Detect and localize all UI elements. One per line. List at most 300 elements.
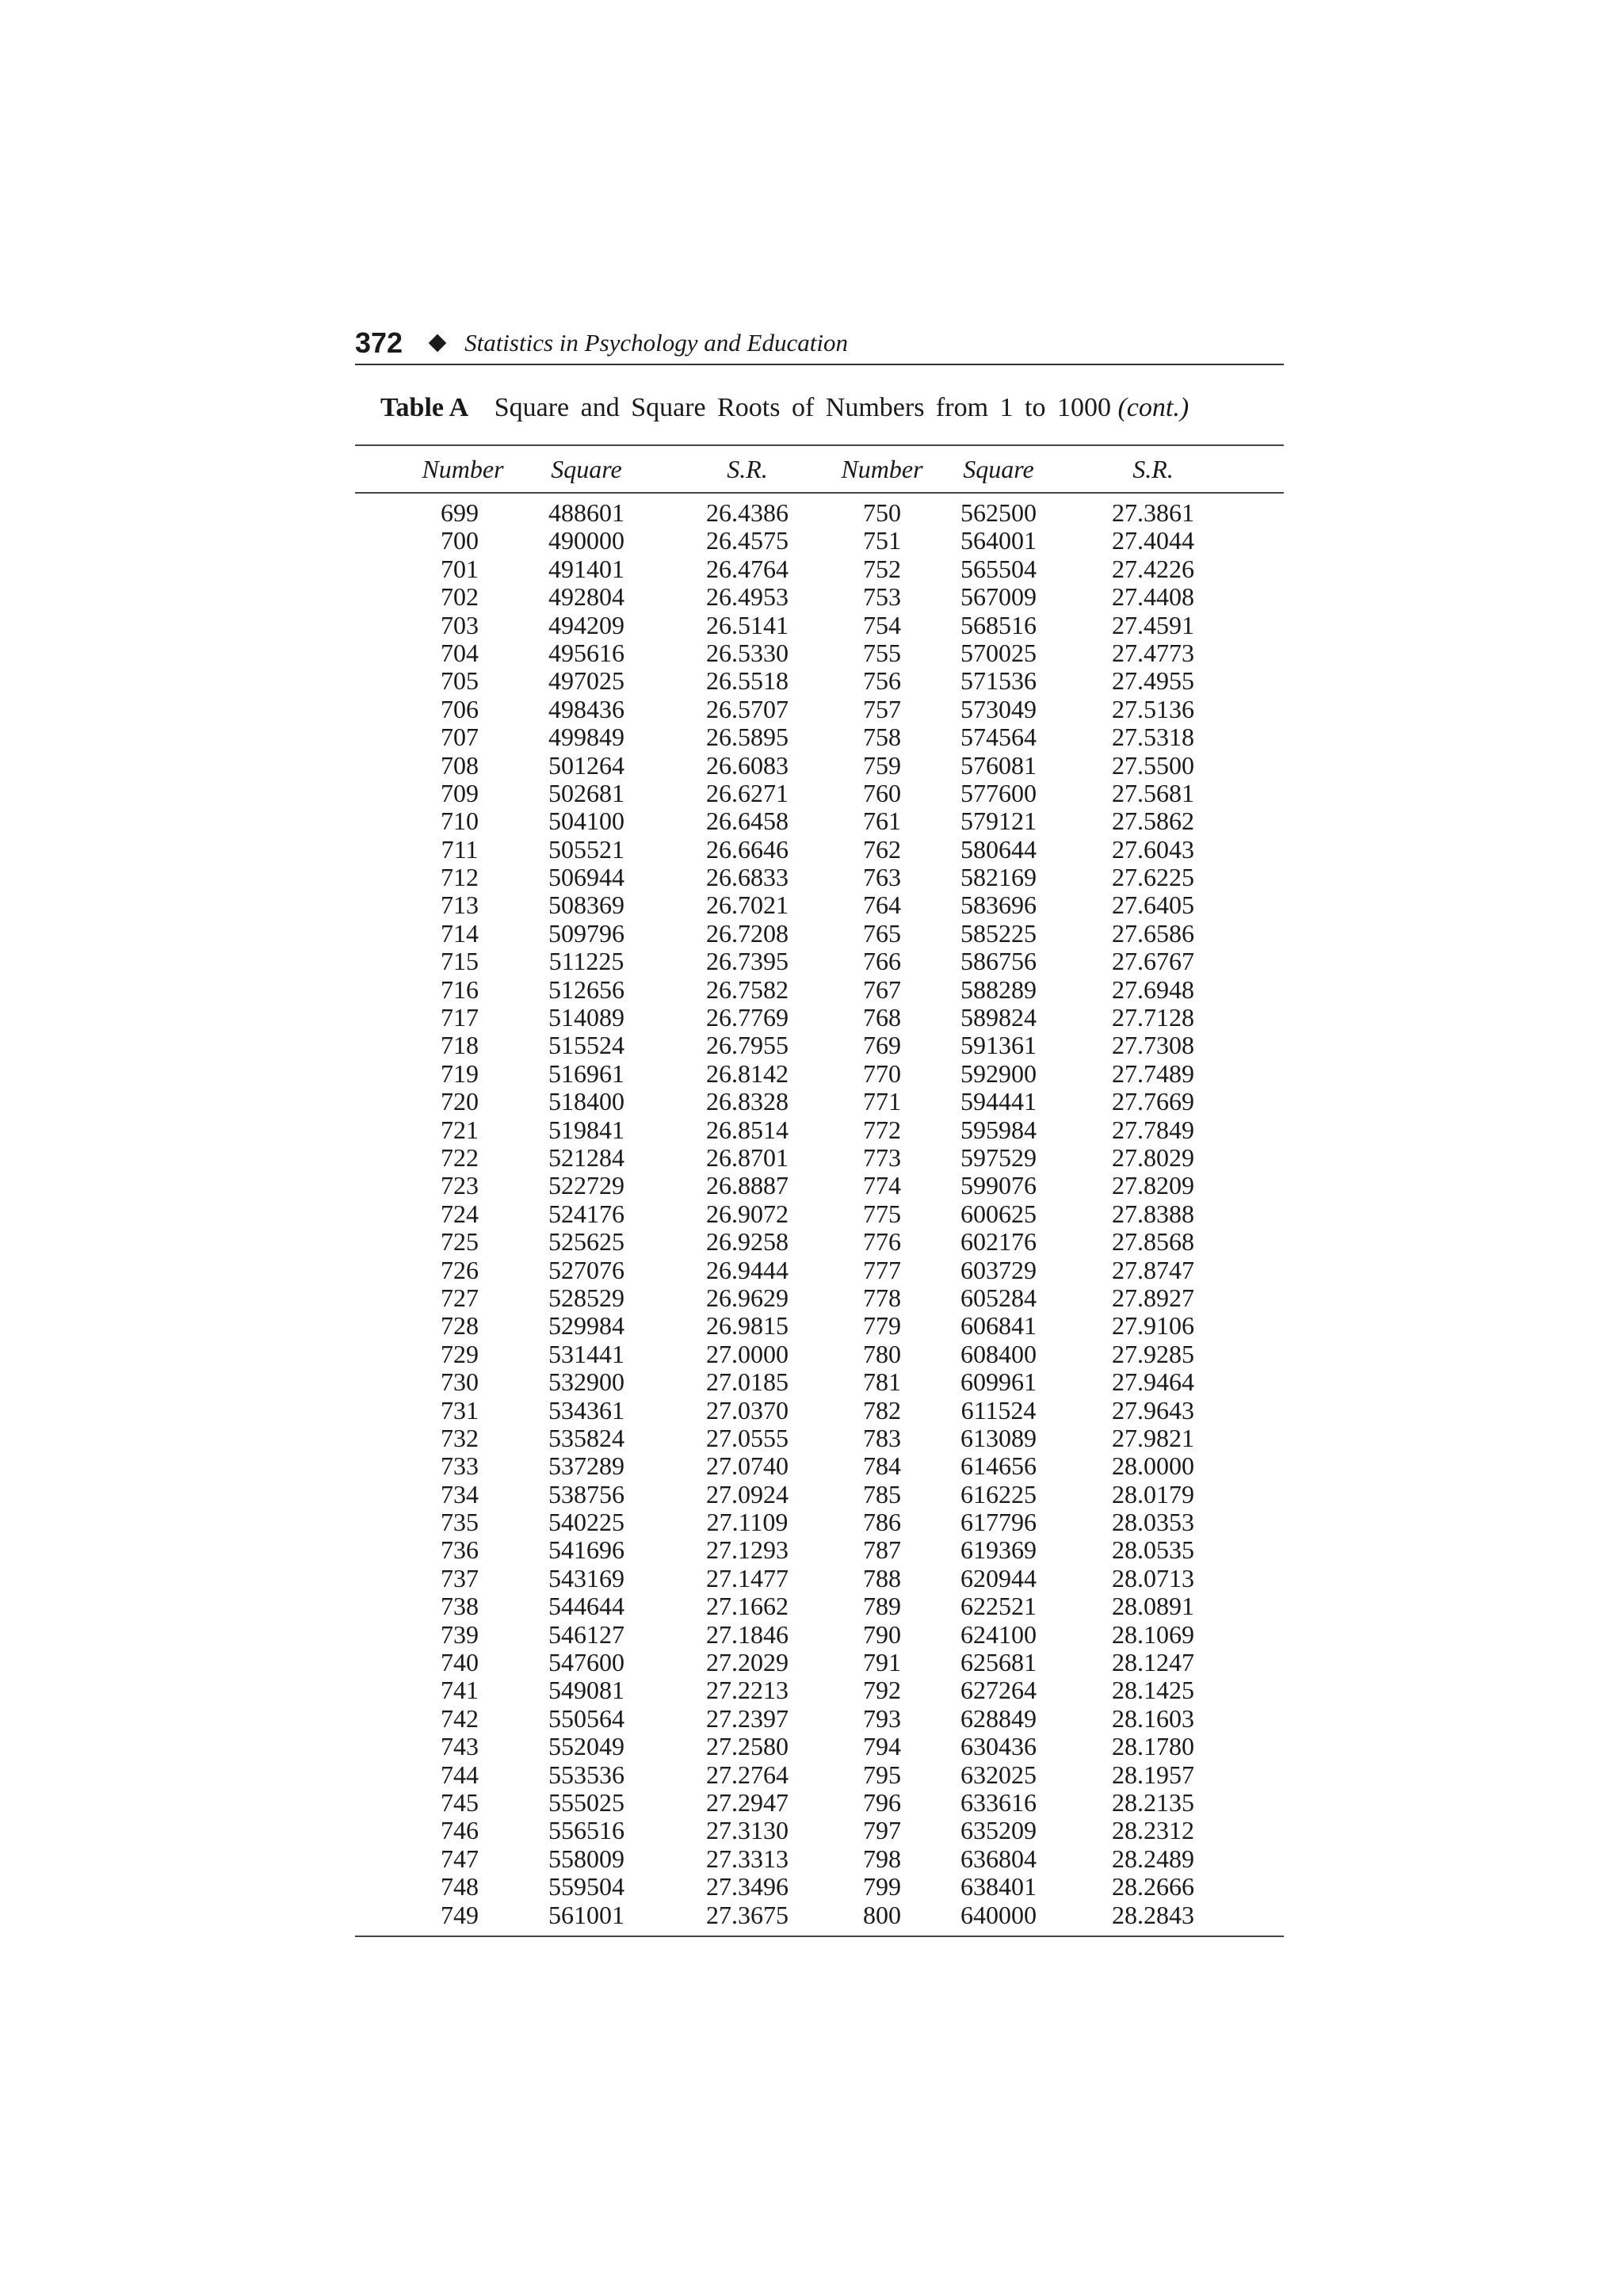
square-cell: 521284 <box>548 1142 624 1172</box>
square-cell: 573049 <box>960 694 1037 723</box>
sr-cell: 28.1069 <box>1112 1619 1194 1649</box>
sr-cell: 27.6225 <box>1112 863 1194 892</box>
number-cell: 777 <box>863 1255 901 1284</box>
square-cell: 602176 <box>960 1227 1037 1257</box>
square-cell: 582169 <box>960 863 1037 892</box>
square-cell: 512656 <box>548 974 624 1004</box>
number-cell: 751 <box>863 526 901 555</box>
sr-cell: 27.4773 <box>1112 638 1194 667</box>
number-cell: 731 <box>441 1395 479 1425</box>
square-cell: 592900 <box>960 1058 1037 1088</box>
sr-cell: 27.2029 <box>706 1648 789 1677</box>
number-cell: 735 <box>441 1508 479 1537</box>
sr-cell: 27.3675 <box>706 1900 789 1929</box>
number-cell: 726 <box>441 1255 479 1284</box>
square-cell: 549081 <box>548 1676 624 1705</box>
number-cell: 778 <box>863 1283 901 1312</box>
number-cell: 781 <box>863 1367 901 1397</box>
number-cell: 719 <box>441 1058 479 1088</box>
number-cell: 790 <box>863 1619 901 1649</box>
number-cell: 782 <box>863 1395 901 1425</box>
number-cell: 757 <box>863 694 901 723</box>
sr-cell: 28.0535 <box>1112 1535 1194 1565</box>
square-cell: 635209 <box>960 1816 1037 1845</box>
sr-cell: 28.0353 <box>1112 1508 1194 1537</box>
page-number: 372 <box>355 326 403 359</box>
sr-cell: 27.0370 <box>706 1395 789 1425</box>
number-cell: 708 <box>441 750 479 780</box>
sr-cell: 26.7021 <box>706 891 789 920</box>
number-cell: 730 <box>441 1367 479 1397</box>
number-cell: 723 <box>441 1171 479 1200</box>
square-cell: 628849 <box>960 1703 1037 1733</box>
sr-cell: 27.1109 <box>706 1508 789 1537</box>
sr-cell: 28.1425 <box>1112 1676 1194 1705</box>
square-cell: 552049 <box>548 1732 624 1761</box>
number-cell: 753 <box>863 582 901 612</box>
number-cell: 740 <box>441 1648 479 1677</box>
square-cell: 538756 <box>548 1479 624 1508</box>
sr-cell: 27.9643 <box>1112 1395 1194 1425</box>
sr-cell: 28.2666 <box>1112 1872 1194 1901</box>
square-cell: 624100 <box>960 1619 1037 1649</box>
table-bottom-rule <box>355 1936 1284 1937</box>
number-cell: 701 <box>441 554 479 583</box>
table-caption <box>380 393 1284 423</box>
square-cell: 498436 <box>548 694 624 723</box>
square-cell: 490000 <box>548 526 624 555</box>
table-top-rule <box>355 444 1284 446</box>
number-cell: 745 <box>441 1787 479 1817</box>
sr-cell: 28.1957 <box>1112 1760 1194 1789</box>
number-cell: 718 <box>441 1031 479 1060</box>
sr-cell: 28.0891 <box>1112 1592 1194 1621</box>
sr-cell: 28.2489 <box>1112 1844 1194 1873</box>
square-cell: 529984 <box>548 1311 624 1341</box>
sr-cell: 26.8701 <box>706 1142 789 1172</box>
number-cell: 710 <box>441 807 479 836</box>
square-cell: 599076 <box>960 1171 1037 1200</box>
square-cell: 600625 <box>960 1199 1037 1228</box>
number-cell: 762 <box>863 834 901 864</box>
number-cell: 703 <box>441 610 479 639</box>
number-cell: 752 <box>863 554 901 583</box>
sr-cell: 27.4955 <box>1112 666 1194 696</box>
table-label: Table A <box>380 393 469 422</box>
square-cell: 640000 <box>960 1900 1037 1929</box>
square-cell: 586756 <box>960 947 1037 976</box>
number-cell: 737 <box>441 1563 479 1592</box>
sr-cell: 27.3496 <box>706 1872 789 1901</box>
number-cell: 711 <box>441 834 479 864</box>
number-cell: 736 <box>441 1535 479 1565</box>
square-cell: 622521 <box>960 1592 1037 1621</box>
square-cell: 579121 <box>960 807 1037 836</box>
table-header-rule <box>355 492 1284 494</box>
square-cell: 594441 <box>960 1087 1037 1116</box>
sr-cell: 27.9285 <box>1112 1339 1194 1368</box>
square-cell: 516961 <box>548 1058 624 1088</box>
sr-cell: 26.6271 <box>706 778 789 807</box>
diamond-icon <box>429 334 447 353</box>
square-cell: 495616 <box>548 638 624 667</box>
sr-cell: 26.9072 <box>706 1199 789 1228</box>
number-cell: 750 <box>863 498 901 527</box>
sr-cell: 27.8747 <box>1112 1255 1194 1284</box>
square-cell: 580644 <box>960 834 1037 864</box>
column-sr-1 <box>688 499 807 1929</box>
sr-cell: 26.5518 <box>706 666 789 696</box>
number-cell: 738 <box>441 1592 479 1621</box>
number-cell: 764 <box>863 891 901 920</box>
sr-cell: 27.5500 <box>1112 750 1194 780</box>
square-cell: 544644 <box>548 1592 624 1621</box>
header-number-2: Number <box>841 455 923 483</box>
square-cell: 568516 <box>960 610 1037 639</box>
number-cell: 715 <box>441 947 479 976</box>
sr-cell: 27.4044 <box>1112 526 1194 555</box>
square-cell: 501264 <box>548 750 624 780</box>
square-cell: 562500 <box>960 498 1037 527</box>
sr-cell: 26.4386 <box>706 498 789 527</box>
number-cell: 775 <box>863 1199 901 1228</box>
square-cell: 574564 <box>960 723 1037 752</box>
square-cell: 559504 <box>548 1872 624 1901</box>
header-sr-2: S.R. <box>1132 455 1174 483</box>
square-cell: 589824 <box>960 1003 1037 1032</box>
number-cell: 725 <box>441 1227 479 1257</box>
sr-cell: 26.8328 <box>706 1087 789 1116</box>
number-cell: 712 <box>441 863 479 892</box>
number-cell: 788 <box>863 1563 901 1592</box>
number-cell: 771 <box>863 1087 901 1116</box>
square-cell: 633616 <box>960 1787 1037 1817</box>
sr-cell: 26.7769 <box>706 1003 789 1032</box>
header-sr-1: S.R. <box>727 455 768 483</box>
sr-cell: 27.8388 <box>1112 1199 1194 1228</box>
number-cell: 791 <box>863 1648 901 1677</box>
sr-cell: 27.1293 <box>706 1535 789 1565</box>
sr-cell: 27.2213 <box>706 1676 789 1705</box>
square-cell: 492804 <box>548 582 624 612</box>
sr-cell: 27.7489 <box>1112 1058 1194 1088</box>
number-cell: 784 <box>863 1451 901 1481</box>
number-cell: 768 <box>863 1003 901 1032</box>
number-cell: 798 <box>863 1844 901 1873</box>
sr-cell: 27.4591 <box>1112 610 1194 639</box>
sr-cell: 27.6767 <box>1112 947 1194 976</box>
sr-cell: 26.9444 <box>706 1255 789 1284</box>
sr-cell: 27.7128 <box>1112 1003 1194 1032</box>
number-cell: 793 <box>863 1703 901 1733</box>
number-cell: 765 <box>863 918 901 948</box>
square-cell: 619369 <box>960 1535 1037 1565</box>
square-cell: 491401 <box>548 554 624 583</box>
number-cell: 746 <box>441 1816 479 1845</box>
number-cell: 774 <box>863 1171 901 1200</box>
number-cell: 773 <box>863 1142 901 1172</box>
square-cell: 537289 <box>548 1451 624 1481</box>
square-cell: 605284 <box>960 1283 1037 1312</box>
column-number-2 <box>831 499 934 1929</box>
sr-cell: 27.7669 <box>1112 1087 1194 1116</box>
sr-cell: 26.8514 <box>706 1115 789 1144</box>
number-cell: 742 <box>441 1703 479 1733</box>
number-cell: 733 <box>441 1451 479 1481</box>
square-cell: 636804 <box>960 1844 1037 1873</box>
number-cell: 713 <box>441 891 479 920</box>
number-cell: 797 <box>863 1816 901 1845</box>
square-cell: 504100 <box>548 807 624 836</box>
sr-cell: 27.2397 <box>706 1703 789 1733</box>
sr-cell: 26.6458 <box>706 807 789 836</box>
sr-cell: 27.8568 <box>1112 1227 1194 1257</box>
sr-cell: 26.4953 <box>706 582 789 612</box>
square-cell: 535824 <box>548 1423 624 1452</box>
sr-cell: 26.7582 <box>706 974 789 1004</box>
square-cell: 583696 <box>960 891 1037 920</box>
square-cell: 603729 <box>960 1255 1037 1284</box>
sr-cell: 27.3313 <box>706 1844 789 1873</box>
number-cell: 749 <box>441 1900 479 1929</box>
number-cell: 722 <box>441 1142 479 1172</box>
sr-cell: 27.6043 <box>1112 834 1194 864</box>
sr-cell: 27.9106 <box>1112 1311 1194 1341</box>
square-cell: 524176 <box>548 1199 624 1228</box>
square-cell: 595984 <box>960 1115 1037 1144</box>
square-cell: 613089 <box>960 1423 1037 1452</box>
number-cell: 756 <box>863 666 901 696</box>
square-cell: 506944 <box>548 863 624 892</box>
number-cell: 794 <box>863 1732 901 1761</box>
column-square-1 <box>531 499 642 1929</box>
square-cell: 519841 <box>548 1115 624 1144</box>
number-cell: 747 <box>441 1844 479 1873</box>
header-square-1: Square <box>551 455 622 483</box>
column-square-2 <box>943 499 1054 1929</box>
sr-cell: 26.9629 <box>706 1283 789 1312</box>
column-number-1 <box>412 499 507 1929</box>
square-cell: 497025 <box>548 666 624 696</box>
sr-cell: 27.0185 <box>706 1367 789 1397</box>
sr-cell: 27.4408 <box>1112 582 1194 612</box>
number-cell: 716 <box>441 974 479 1004</box>
sr-cell: 27.9821 <box>1112 1423 1194 1452</box>
square-cell: 564001 <box>960 526 1037 555</box>
number-cell: 706 <box>441 694 479 723</box>
sr-cell: 26.6083 <box>706 750 789 780</box>
sr-cell: 27.0924 <box>706 1479 789 1508</box>
sr-cell: 27.0740 <box>706 1451 789 1481</box>
sr-cell: 28.2135 <box>1112 1787 1194 1817</box>
square-cell: 630436 <box>960 1732 1037 1761</box>
table-continued-note: (cont.) <box>1117 393 1190 422</box>
number-cell: 789 <box>863 1592 901 1621</box>
number-cell: 763 <box>863 863 901 892</box>
number-cell: 758 <box>863 723 901 752</box>
number-cell: 702 <box>441 582 479 612</box>
number-cell: 759 <box>863 750 901 780</box>
sr-cell: 26.5330 <box>706 638 789 667</box>
square-cell: 532900 <box>548 1367 624 1397</box>
square-cell: 625681 <box>960 1648 1037 1677</box>
sr-cell: 27.8927 <box>1112 1283 1194 1312</box>
sr-cell: 26.4764 <box>706 554 789 583</box>
sr-cell: 27.8209 <box>1112 1171 1194 1200</box>
number-cell: 714 <box>441 918 479 948</box>
sr-cell: 28.0000 <box>1112 1451 1194 1481</box>
number-cell: 728 <box>441 1311 479 1341</box>
square-cell: 514089 <box>548 1003 624 1032</box>
number-cell: 755 <box>863 638 901 667</box>
sr-cell: 27.4226 <box>1112 554 1194 583</box>
number-cell: 799 <box>863 1872 901 1901</box>
square-cell: 632025 <box>960 1760 1037 1789</box>
square-cell: 511225 <box>548 947 624 976</box>
square-cell: 540225 <box>548 1508 624 1537</box>
square-cell: 522729 <box>548 1171 624 1200</box>
number-cell: 707 <box>441 723 479 752</box>
number-cell: 779 <box>863 1311 901 1341</box>
square-cell: 528529 <box>548 1283 624 1312</box>
number-cell: 766 <box>863 947 901 976</box>
square-cell: 553536 <box>548 1760 624 1789</box>
sr-cell: 27.0555 <box>706 1423 789 1452</box>
sr-cell: 27.5681 <box>1112 778 1194 807</box>
square-cell: 617796 <box>960 1508 1037 1537</box>
sr-cell: 27.1477 <box>706 1563 789 1592</box>
running-title: Statistics in Psychology and Education <box>464 329 848 357</box>
square-cell: 565504 <box>960 554 1037 583</box>
square-cell: 561001 <box>548 1900 624 1929</box>
square-cell: 499849 <box>548 723 624 752</box>
square-cell: 541696 <box>548 1535 624 1565</box>
square-cell: 488601 <box>548 498 624 527</box>
square-cell: 616225 <box>960 1479 1037 1508</box>
square-cell: 597529 <box>960 1142 1037 1172</box>
number-cell: 739 <box>441 1619 479 1649</box>
sr-cell: 26.7955 <box>706 1031 789 1060</box>
sr-cell: 27.6948 <box>1112 974 1194 1004</box>
square-cell: 550564 <box>548 1703 624 1733</box>
sr-cell: 27.6586 <box>1112 918 1194 948</box>
number-cell: 780 <box>863 1339 901 1368</box>
square-cell: 547600 <box>548 1648 624 1677</box>
number-cell: 720 <box>441 1087 479 1116</box>
sr-cell: 27.9464 <box>1112 1367 1194 1397</box>
sr-cell: 28.2312 <box>1112 1816 1194 1845</box>
number-cell: 772 <box>863 1115 901 1144</box>
square-cell: 606841 <box>960 1311 1037 1341</box>
sr-cell: 27.6405 <box>1112 891 1194 920</box>
sr-cell: 26.8142 <box>706 1058 789 1088</box>
square-cell: 555025 <box>548 1787 624 1817</box>
square-cell: 502681 <box>548 778 624 807</box>
sr-cell: 28.2843 <box>1112 1900 1194 1929</box>
sr-cell: 27.5862 <box>1112 807 1194 836</box>
square-cell: 508369 <box>548 891 624 920</box>
square-cell: 527076 <box>548 1255 624 1284</box>
square-cell: 567009 <box>960 582 1037 612</box>
square-cell: 608400 <box>960 1339 1037 1368</box>
header-square-2: Square <box>963 455 1034 483</box>
square-cell: 588289 <box>960 974 1037 1004</box>
sr-cell: 27.2580 <box>706 1732 789 1761</box>
sr-cell: 27.2764 <box>706 1760 789 1789</box>
number-cell: 705 <box>441 666 479 696</box>
square-cell: 494209 <box>548 610 624 639</box>
table-title: Square and Square Roots of Numbers from 1 to 1000 <box>494 393 1111 422</box>
square-cell: 609961 <box>960 1367 1037 1397</box>
number-cell: 770 <box>863 1058 901 1088</box>
sr-cell: 27.3130 <box>706 1816 789 1845</box>
sr-cell: 26.5895 <box>706 723 789 752</box>
number-cell: 741 <box>441 1676 479 1705</box>
number-cell: 704 <box>441 638 479 667</box>
number-cell: 700 <box>441 526 479 555</box>
number-cell: 795 <box>863 1760 901 1789</box>
number-cell: 767 <box>863 974 901 1004</box>
number-cell: 761 <box>863 807 901 836</box>
number-cell: 724 <box>441 1199 479 1228</box>
square-cell: 620944 <box>960 1563 1037 1592</box>
number-cell: 743 <box>441 1732 479 1761</box>
square-cell: 576081 <box>960 750 1037 780</box>
number-cell: 754 <box>863 610 901 639</box>
number-cell: 744 <box>441 1760 479 1789</box>
number-cell: 792 <box>863 1676 901 1705</box>
square-cell: 614656 <box>960 1451 1037 1481</box>
number-cell: 734 <box>441 1479 479 1508</box>
sr-cell: 27.3861 <box>1112 498 1194 527</box>
sr-cell: 27.7308 <box>1112 1031 1194 1060</box>
square-cell: 509796 <box>548 918 624 948</box>
number-cell: 800 <box>863 1900 901 1929</box>
sr-cell: 27.8029 <box>1112 1142 1194 1172</box>
square-cell: 518400 <box>548 1087 624 1116</box>
square-cell: 543169 <box>548 1563 624 1592</box>
number-cell: 769 <box>863 1031 901 1060</box>
square-cell: 558009 <box>548 1844 624 1873</box>
number-cell: 709 <box>441 778 479 807</box>
sr-cell: 26.4575 <box>706 526 789 555</box>
square-cell: 531441 <box>548 1339 624 1368</box>
sr-cell: 28.0179 <box>1112 1479 1194 1508</box>
number-cell: 783 <box>863 1423 901 1452</box>
number-cell: 787 <box>863 1535 901 1565</box>
square-cell: 627264 <box>960 1676 1037 1705</box>
sr-cell: 26.6646 <box>706 834 789 864</box>
sr-cell: 26.6833 <box>706 863 789 892</box>
sr-cell: 26.5707 <box>706 694 789 723</box>
square-cell: 638401 <box>960 1872 1037 1901</box>
square-cell: 571536 <box>960 666 1037 696</box>
square-cell: 577600 <box>960 778 1037 807</box>
number-cell: 699 <box>441 498 479 527</box>
number-cell: 717 <box>441 1003 479 1032</box>
number-cell: 776 <box>863 1227 901 1257</box>
number-cell: 786 <box>863 1508 901 1537</box>
sr-cell: 27.0000 <box>706 1339 789 1368</box>
square-cell: 556516 <box>548 1816 624 1845</box>
number-cell: 760 <box>863 778 901 807</box>
sr-cell: 28.1780 <box>1112 1732 1194 1761</box>
sr-cell: 26.9815 <box>706 1311 789 1341</box>
sr-cell: 28.1603 <box>1112 1703 1194 1733</box>
sr-cell: 28.0713 <box>1112 1563 1194 1592</box>
column-sr-2 <box>1094 499 1212 1929</box>
sr-cell: 26.9258 <box>706 1227 789 1257</box>
